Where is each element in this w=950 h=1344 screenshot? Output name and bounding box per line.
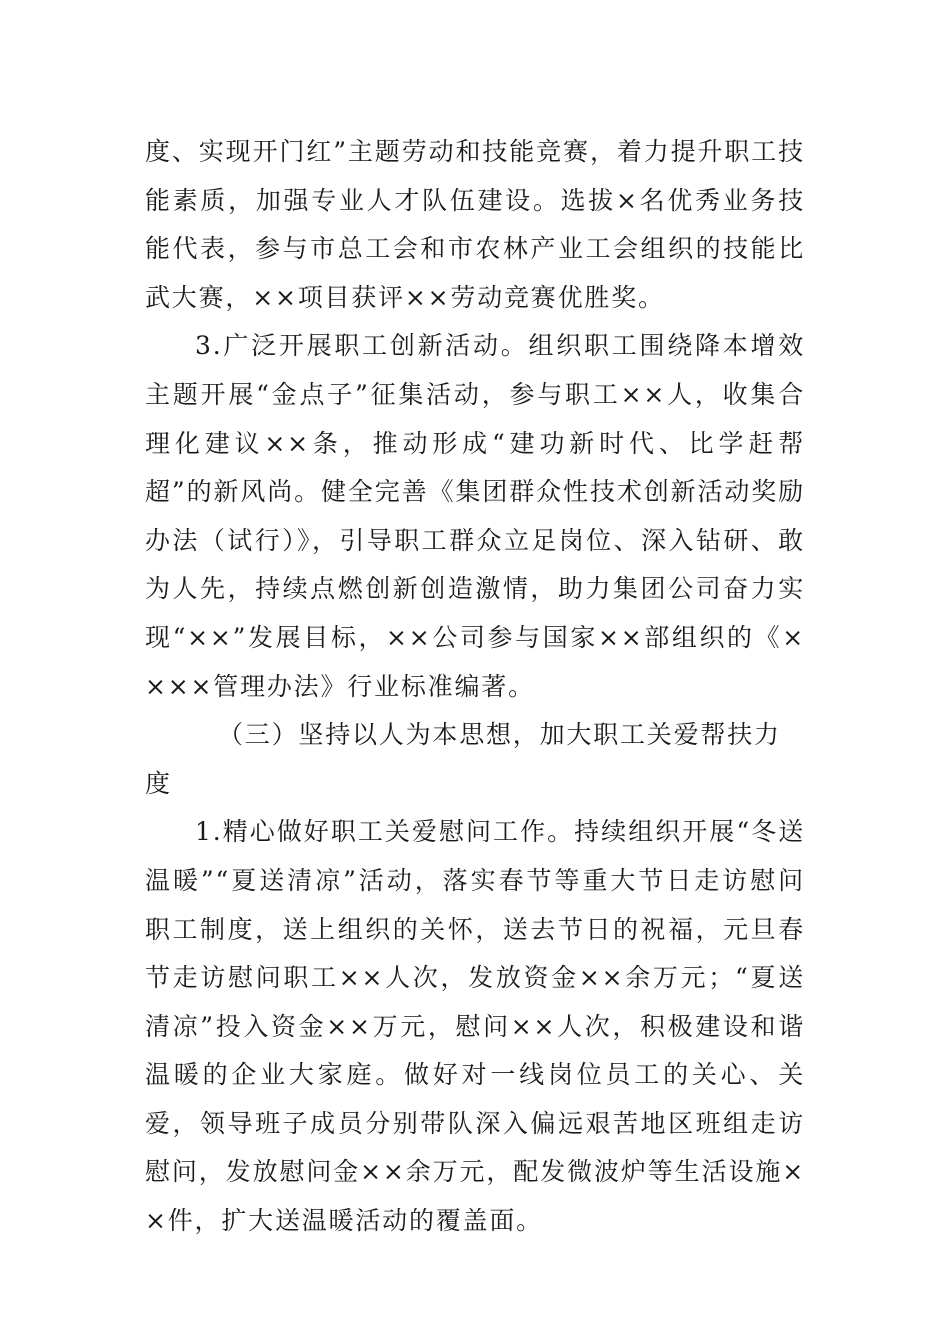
paragraph-care-visits: 1.精心做好职工关爱慰问工作。持续组织开展“冬送温暖”“夏送清凉”活动，落实春节等重大节日走访慰问职工制度，送上组织的关怀，送去节日的祝福，元旦春节走访慰问职工××人次，发放资金××余万元；“夏送清凉”投入资金××万元，慰问××人次，积极建设和谐温暖的企业大家庭。做好对一线岗位员工的关心、关爱，领导班子成员分别带队深入偏远艰苦地区班组走访慰问，发放慰问金××余万元，配发微波炉等生活设施××件，扩大送温暖活动的覆盖面。 — [145, 817, 805, 1236]
section-heading-care: （三）坚持以人为本思想，加大职工关爱帮扶力度 — [145, 720, 781, 798]
document-body — [145, 128, 805, 1246]
paragraph-innovation-activities: 3.广泛开展职工创新活动。组织职工围绕降本增效主题开展“金点子”征集活动，参与职工××人，收集合理化建议××条，推动形成“建功新时代、比学赶帮超”的新风尚。健全完善《集团群众性技术创新活动奖励办法（试行）》，引导职工群众立足岗位、深入钻研、敢为人先，持续点燃创新创造激情，助力集团公司奋力实现“××”发展目标，××公司参与国家××部组织的《××××管理办法》行业标准编著。 — [145, 331, 805, 701]
paragraph-continuation: 度、实现开门红”主题劳动和技能竞赛，着力提升职工技能素质，加强专业人才队伍建设。选拔×名优秀业务技能代表，参与市总工会和市农林产业工会组织的技能比武大赛，××项目获评××劳动竞赛优胜奖。 — [145, 137, 805, 312]
